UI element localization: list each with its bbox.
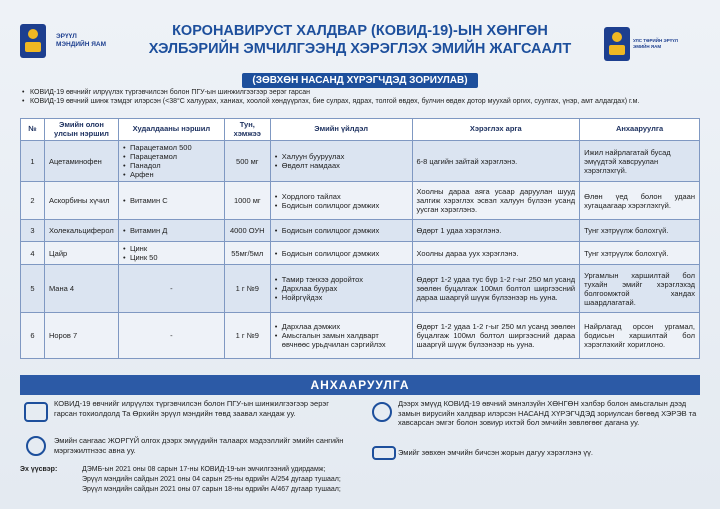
col-header: Эмийн үйлдэл (270, 119, 412, 141)
col-header: Тун, хэмжээ (224, 119, 270, 141)
col-header: № (21, 119, 45, 141)
table-row: 5 Мана 4 - 1 г №9 • Тамир тэнхээ доройтох • Дархлаа буурах • Нойргүйдэх Өдөрт 1-2 удаа тус бүр 1-2 г-ыг 250 мл усанд зөөлөн буцалгаж 100мл болтол ширгээсний дараа шааргүй шүүж бүлээнээр нь ууна. Ургамлын харшилтай бол тухайн эмийг хэрэглэхэд болгоомжтой хандах шаардлагатай. (21, 265, 700, 313)
page-title: КОРОНАВИРУСТ ХАЛДВАР (КОВИД-19)-ЫН ХӨНГӨН ХЭЛБЭРИЙН ЭМЧИЛГЭЭНД ХЭРЭГЛЭХ ЭМИЙН ЖАГСААЛТ (148, 23, 572, 57)
criteria-item: • КОВИД-19 өвчнийг илрүүлэх түргэвчилсэн болон ПГУ-ын шинжилгээгээр эерэг гарсан (22, 88, 712, 97)
col-header: Анхааруулга (580, 119, 700, 141)
table-row: 3 Холекальциферол • Витамин Д 4000 ОУН • Бодисын солилцоог дэмжих Өдөрт 1 удаа хэрэглэнэ. Тунг хэтрүүлж болохгүй. (21, 220, 700, 242)
ministry-name-right: УЛС ТӨРИЙН ЭРҮҮЛ ЭМИЙН ЯАМ (633, 38, 678, 49)
warning-item: Дээрх эмүүд КОВИД-19 өвчний эмнэлзүйн ХӨНГӨН хэлбэр болон амьсгалын дээд замын вирусийн халдвар илэрсэн НАСАНД ХҮРЭГЧДЭД зориулсан бөгөөд ХЭРЭВ та хавсарсан эмгэг болон зовиур ихтэй бол эмчийн зөвлөгөөг дагана уу. (398, 399, 697, 427)
warning-item: Эмийг зөвхөн эмчийн бичсэн жорын дагуу хэрэглэнэ үү. (398, 448, 594, 457)
criteria-item: • КОВИД-19 өвчний шинж тэмдэг илэрсэн (<38°С халуурах, ханиах, хоолой хөндүүрлэх, бие сулрах, ядрах, толгой өвдөх, булчин өвдөх дотор муухай оргих, суулгах, үнэр, амт алдагдах) г.м. (22, 97, 712, 106)
table-row: 1 Ацетаминофен • Парацетамол 500 • Парацетамол • Панадол • Арфен 500 мг • Халуун бууруулах • Өвдөлт намдаах 6-8 цагийн зайтай хэрэглэнэ. Ижил найрлагатай бусад эмүүдтэй хавсруулан хэрэглэхгүй. (21, 141, 700, 182)
prescription-icon (372, 446, 396, 460)
soyombo-emblem-icon (604, 27, 630, 61)
table-row: 6 Норов 7 - 1 г №9 • Дархлаа дэмжих • Амьсгалын замын халдварт өвчнөөс урьдчилан сэргийлэх Өдөрт 1-2 удаа 1-2 г-ыг 250 мл усанд зөөлөн буцалгаж 100мл болтол ширгээсний дараа шааргүй шүүж бүлээнээр нь ууна. Найрлагад орсон ургамал, бодисын харшилтай бол хэрэглэхийг хориглоно. (21, 313, 700, 359)
col-header: Эмийн олон улсын нэршил (44, 119, 118, 141)
warning-banner (20, 375, 700, 395)
source-line: Эрүүл мэндийн сайдын 2021 оны 07 сарын 18-ны өдрийн А/467 дугаар тушаал; (82, 486, 341, 493)
source-line: ДЭМБ-ын 2021 оны 08 сарын 17-ны КОВИД-19-ын эмчилгээний удирдамж; (82, 466, 326, 473)
source-line: Эрүүл мэндийн сайдын 2021 оны 04 сарын 25-ны өдрийн А/254 дугаар тушаал; (82, 476, 341, 483)
table-header-row (21, 119, 700, 141)
warning-item: Эмийн сангаас ЖОРГҮЙ олгох дээрх эмүүдийн талаарх мэдээллийг эмийн сангийн мэргэжилтнээс авна уу. (54, 436, 344, 455)
table-row: 2 Аскорбины хүчил • Витамин С 1000 мг • Хордлого тайлах • Бодисын солилцоог дэмжих Хоолны дараа аяга усаар даруулан шууд залгиж хэрэглэх эсвэл халуун бүлээн усанд уусган хэрэглэнэ. Өлөн үед болон удаан хугацаагаар хэрэглэхгүй. (21, 182, 700, 220)
page-subtitle: (ЗӨВХӨН НАСАНД ХҮРЭГЧДЭД ЗОРИУЛАВ) (242, 73, 477, 88)
criteria-list (22, 88, 712, 106)
col-header: Хэрэглэх арга (412, 119, 580, 141)
ministry-logo-left (20, 18, 130, 64)
warning-item: КОВИД-19 өвчнийг илрүүлэх түргэвчилсэн болон ПГУ-ын шинжилгээгээр эерэг гарсан тохиолдолд Та Өрхийн эрүүл мэндийн төвд заавал хандаж уу. (54, 399, 329, 418)
pill-icon (26, 436, 46, 456)
sources-label: Эх үүсвэр: (20, 466, 58, 473)
warning-title: АНХААРУУЛГА (310, 378, 410, 392)
ambulance-icon (24, 402, 48, 422)
soyombo-emblem-icon (20, 24, 46, 58)
table-row: 4 Цайр • Цинк • Цинк 50 55мг/5мл • Бодисын солилцоог дэмжих Хоолны дараа уух хэрэглэнэ. Тунг хэтрүүлж болохгүй. (21, 242, 700, 265)
ministry-logo-right (604, 22, 694, 66)
medicine-table (20, 118, 700, 359)
stethoscope-icon (372, 402, 392, 422)
col-header: Худалдааны нэршил (118, 119, 224, 141)
ministry-name: ЭРҮҮЛ МЭНДИЙН ЯАМ (56, 33, 106, 48)
